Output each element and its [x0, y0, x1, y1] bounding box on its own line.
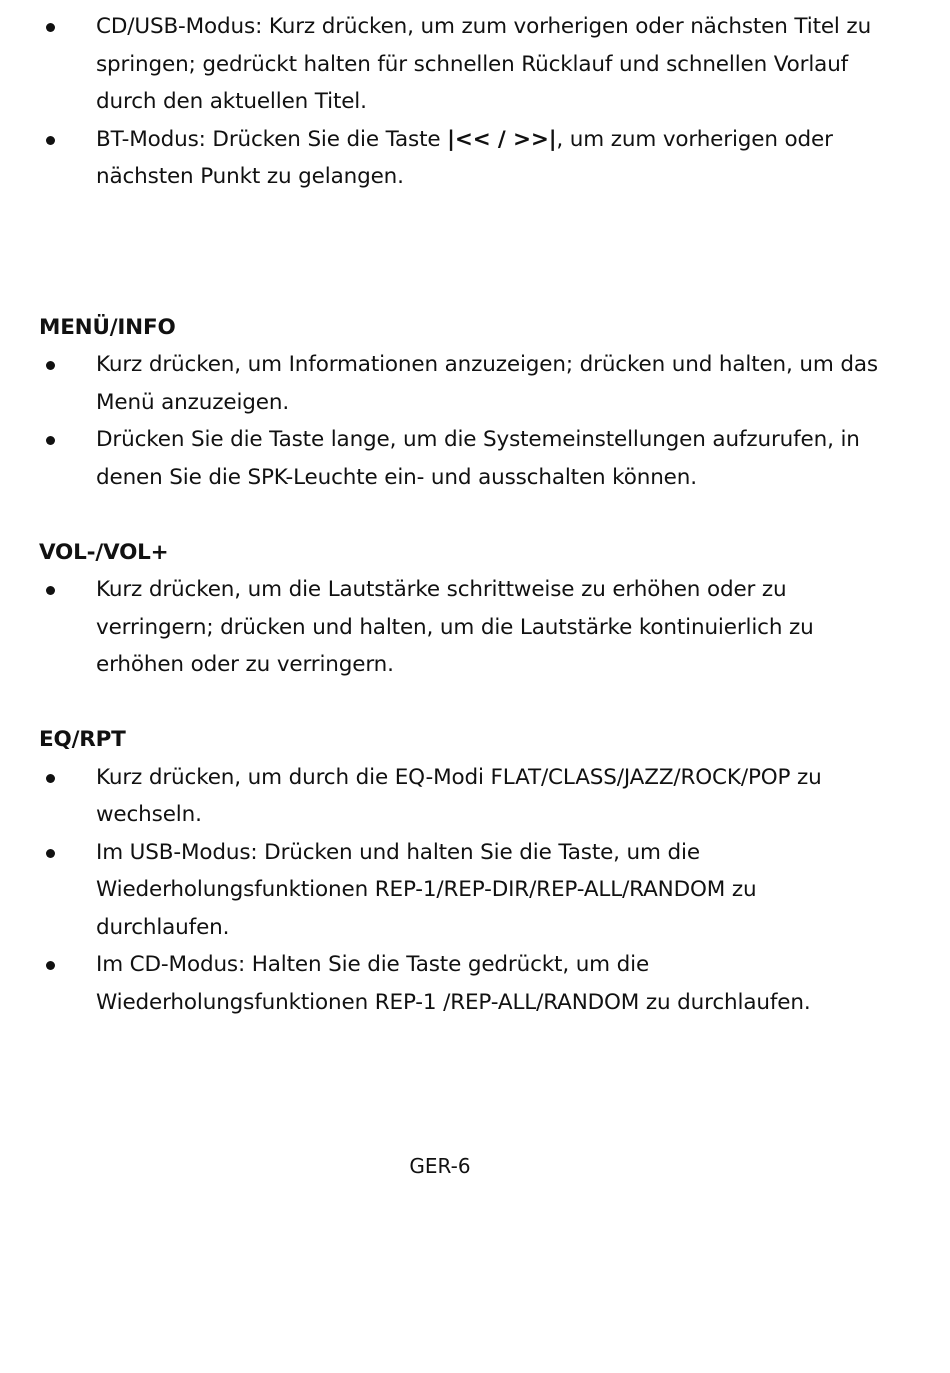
bullet-list-volume [39, 571, 909, 684]
bullet-icon [46, 774, 55, 783]
bullet-icon [46, 586, 55, 595]
bullet-list-eq-rpt [39, 759, 909, 1022]
list-item [39, 421, 889, 496]
list-item [39, 571, 876, 684]
list-item-text: CD/USB-Modus: Kurz drücken, um zum vorherigen oder nächsten Titel zu springen; gedrückt halten für schnellen Rücklauf und schnellen Vorlauf durch den aktuellen Titel. [96, 14, 872, 114]
section-heading: VOL-/VOL+ [39, 539, 169, 565]
section-track-skip [39, 8, 909, 196]
skip-keys-label: |<< / >>| [447, 126, 557, 152]
list-item [39, 8, 909, 121]
list-item-text: Kurz drücken, um Informationen anzuzeigen; drücken und halten, um das Menü anzuzeigen. [96, 352, 878, 415]
bullet-list-menu-info [39, 346, 909, 496]
list-item-text-post: , um zum vorherigen oder nächsten Punkt zu gelangen. [96, 126, 833, 189]
bullet-icon [46, 361, 55, 370]
section-volume [39, 534, 909, 684]
section-menu-info [39, 309, 909, 497]
list-item-text: Kurz drücken, um die Lautstärke schrittweise zu erhöhen oder zu verringern; drücken und halten, um die Lautstärke kontinuierlich zu erhöhen oder zu verringern. [96, 577, 814, 677]
list-item [39, 346, 889, 421]
section-heading: EQ/RPT [39, 727, 126, 752]
list-item-text: Im CD-Modus: Halten Sie die Taste gedrückt, um die Wiederholungsfunktionen REP-1 /REP-ALL/RANDOM zu durchlaufen. [96, 952, 811, 1015]
section-eq-rpt [39, 721, 909, 1021]
list-item-text: Kurz drücken, um durch die EQ-Modi FLAT/CLASS/JAZZ/ROCK/POP zu wechseln. [96, 764, 822, 827]
page-number: GER-6 [409, 1154, 471, 1178]
bullet-icon [46, 436, 55, 445]
bullet-icon [46, 961, 55, 970]
bullet-icon [46, 23, 55, 32]
list-item [39, 946, 909, 1021]
page-content [39, 8, 909, 1021]
list-item [39, 834, 896, 947]
section-heading: MENÜ/INFO [39, 314, 176, 340]
list-item [39, 759, 896, 834]
bullet-icon [46, 849, 55, 858]
list-item-text: Im USB-Modus: Drücken und halten Sie die Taste, um die Wiederholungsfunktionen REP-1/REP-DIR/REP-ALL/RANDOM zu durchlaufen. [96, 839, 757, 940]
bullet-icon [46, 136, 55, 145]
list-item-text-pre: BT-Modus: Drücken Sie die Taste [96, 126, 448, 152]
list-item-text: Drücken Sie die Taste lange, um die Systemeinstellungen aufzurufen, in denen Sie die SPK-Leuchte ein- und ausschalten können. [96, 427, 860, 490]
bullet-list-track-skip [39, 8, 909, 196]
list-item [39, 121, 909, 196]
